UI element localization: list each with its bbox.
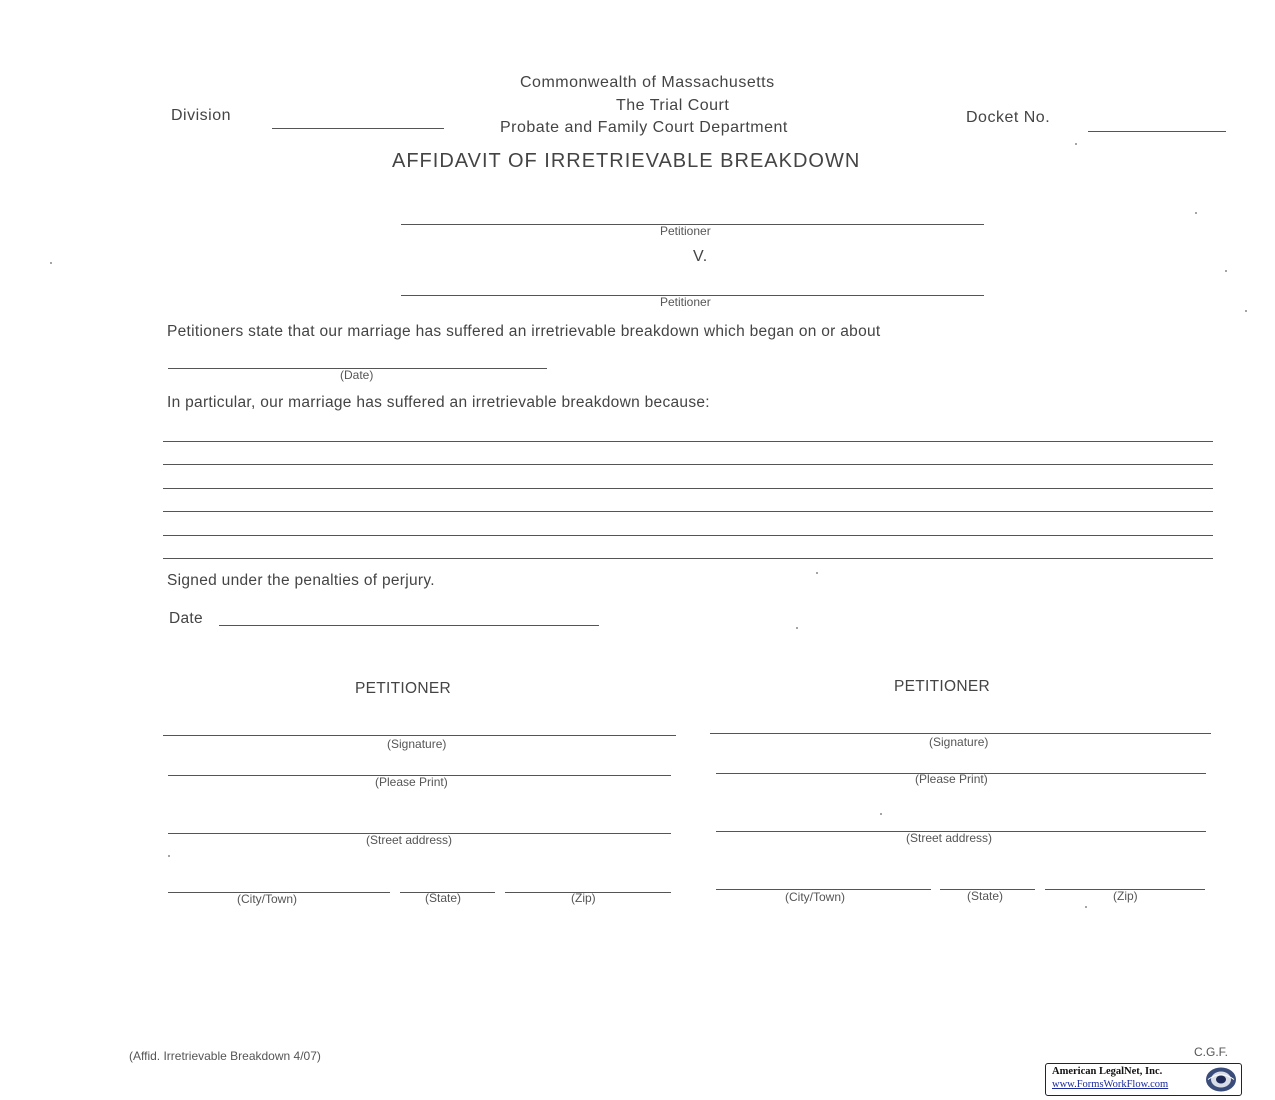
reason-line[interactable] (163, 558, 1213, 559)
petitioner-1-signature-field[interactable] (163, 735, 676, 736)
signed-date-label: Date (169, 610, 203, 627)
signed-date-field[interactable] (219, 625, 599, 626)
scan-speck (50, 262, 52, 264)
scan-speck (1195, 212, 1197, 214)
petitioner-1-print-caption: (Please Print) (375, 775, 448, 789)
scan-speck (1085, 906, 1087, 908)
petitioner-1-state-caption: (State) (425, 891, 462, 905)
reason-line[interactable] (163, 441, 1213, 442)
logo-company-name: American LegalNet, Inc. (1052, 1066, 1163, 1077)
scan-speck (1245, 310, 1247, 312)
form-title: AFFIDAVIT OF IRRETRIEVABLE BREAKDOWN (392, 150, 861, 172)
petitioner-1-city-caption: (City/Town) (237, 892, 298, 906)
reason-line[interactable] (163, 511, 1213, 512)
division-label: Division (171, 107, 232, 124)
globe-icon (1204, 1066, 1238, 1093)
breakdown-date-caption: (Date) (340, 368, 374, 382)
statement-particular: In particular, our marriage has suffered an irretrievable breakdown because: (167, 394, 710, 411)
perjury-statement: Signed under the penalties of perjury. (167, 572, 435, 589)
docket-field[interactable] (1088, 131, 1226, 132)
petitioner-2-heading: PETITIONER (894, 678, 991, 695)
scan-speck (1075, 143, 1077, 145)
header-department: Probate and Family Court Department (500, 119, 788, 136)
petitioner-2-street-caption: (Street address) (906, 831, 993, 845)
petitioner-2-zip-caption: (Zip) (1113, 889, 1138, 903)
reason-line[interactable] (163, 535, 1213, 536)
petitioner-1-street-caption: (Street address) (366, 833, 453, 847)
form-identifier: (Affid. Irretrievable Breakdown 4/07) (129, 1049, 321, 1063)
reason-line[interactable] (163, 488, 1213, 489)
petitioner-1-caption: Petitioner (660, 224, 711, 238)
petitioner-2-caption: Petitioner (660, 295, 711, 309)
american-legalnet-logo[interactable] (1045, 1063, 1242, 1096)
petitioner-2-signature-field[interactable] (710, 733, 1211, 734)
petitioner-2-print-caption: (Please Print) (915, 772, 988, 786)
petitioner-1-zip-caption: (Zip) (571, 891, 596, 905)
division-field[interactable] (272, 128, 444, 129)
petitioner-2-signature-caption: (Signature) (929, 735, 989, 749)
scan-speck (816, 572, 818, 574)
scan-speck (1225, 270, 1227, 272)
petitioner-2-state-caption: (State) (967, 889, 1004, 903)
logo-website-link[interactable]: www.FormsWorkFlow.com (1052, 1079, 1169, 1090)
scan-speck (168, 855, 170, 857)
preparer-initials: C.G.F. (1194, 1045, 1229, 1059)
scan-speck (880, 813, 882, 815)
docket-label: Docket No. (966, 109, 1051, 126)
statement-intro: Petitioners state that our marriage has suffered an irretrievable breakdown which began on or about (167, 323, 881, 340)
scan-speck (796, 627, 798, 629)
reason-line[interactable] (163, 464, 1213, 465)
petitioner-1-heading: PETITIONER (355, 680, 452, 697)
versus-label: V. (693, 248, 708, 265)
header-commonwealth: Commonwealth of Massachusetts (520, 74, 775, 91)
petitioner-1-signature-caption: (Signature) (387, 737, 447, 751)
header-trial-court: The Trial Court (616, 97, 730, 114)
petitioner-2-city-caption: (City/Town) (785, 890, 846, 904)
